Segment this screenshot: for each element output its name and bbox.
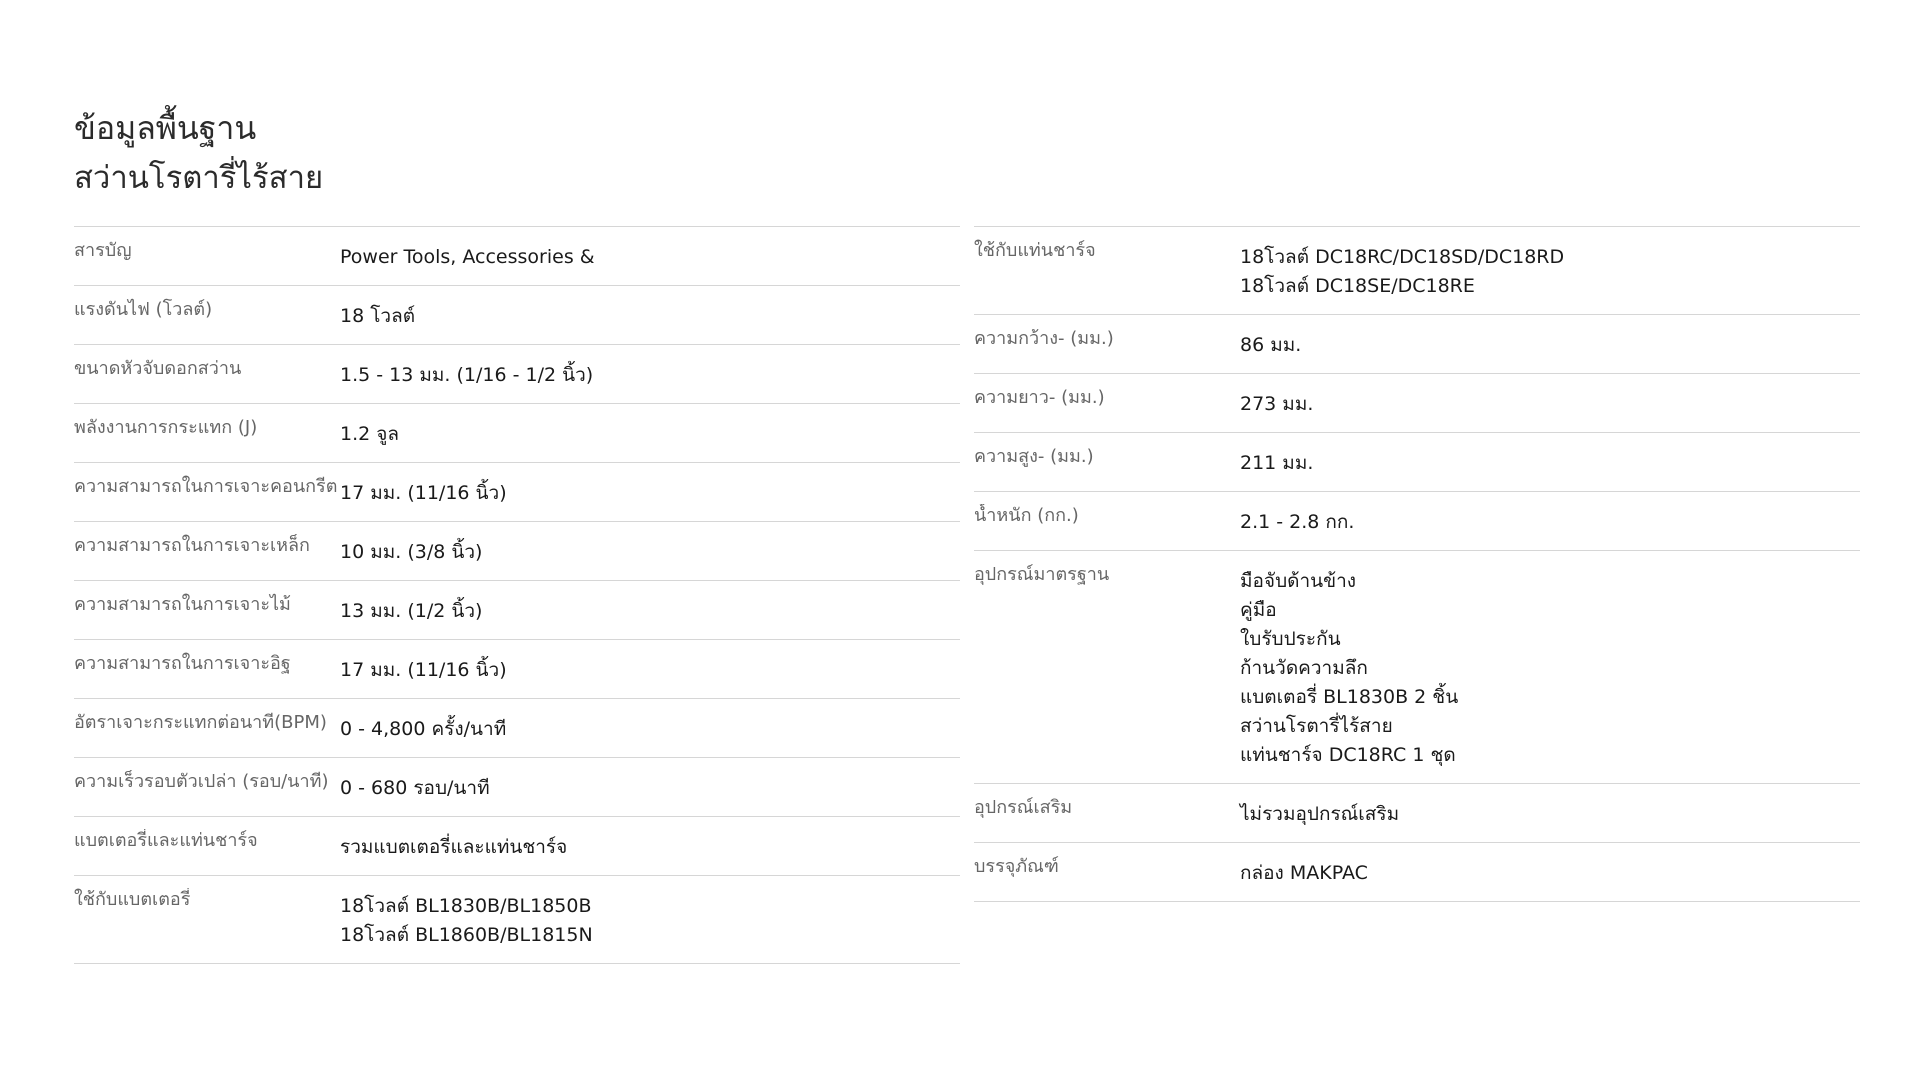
- spec-label: สารบัญ: [74, 240, 132, 261]
- spec-values: [1240, 386, 1860, 419]
- spec-label: ใช้กับแบตเตอรี่: [74, 889, 191, 910]
- spec-value: 13 มม. (1/2 นิ้ว): [340, 600, 483, 622]
- spec-label: ความสามารถในการเจาะไม้: [74, 594, 291, 615]
- spec-values: [1240, 796, 1860, 829]
- spec-values: [340, 475, 960, 508]
- spec-label: น้ำหนัก (กก.): [974, 505, 1079, 526]
- spec-row: [974, 315, 1860, 374]
- spec-values: [340, 652, 960, 685]
- spec-value: 1.5 - 13 มม. (1/16 - 1/2 นิ้ว): [340, 364, 594, 386]
- spec-value: 1.2 จูล: [340, 423, 400, 445]
- spec-page: [74, 108, 1860, 946]
- spec-row: [974, 374, 1860, 433]
- spec-values: [340, 888, 960, 950]
- spec-values: [340, 711, 960, 744]
- spec-value: 17 มม. (11/16 นิ้ว): [340, 659, 507, 681]
- spec-row: [74, 640, 960, 699]
- spec-table-right: [974, 226, 1860, 902]
- spec-label: อุปกรณ์มาตรฐาน: [974, 564, 1110, 585]
- spec-label: ขนาดหัวจับดอกสว่าน: [74, 358, 242, 379]
- spec-row: [74, 699, 960, 758]
- spec-values: [340, 416, 960, 449]
- spec-label: บรรจุภัณฑ์: [974, 856, 1059, 877]
- spec-values: [1240, 445, 1860, 478]
- spec-table-left: [74, 226, 960, 964]
- spec-label: พลังงานการกระแทก (J): [74, 417, 258, 438]
- spec-label: อุปกรณ์เสริม: [974, 797, 1073, 818]
- spec-values: [340, 829, 960, 862]
- spec-value: 17 มม. (11/16 นิ้ว): [340, 482, 507, 504]
- spec-values: [340, 770, 960, 803]
- spec-label: แรงดันไฟ (โวลต์): [74, 299, 213, 320]
- spec-label: ความสามารถในการเจาะคอนกรีต: [74, 476, 338, 497]
- spec-value: ไม่รวมอุปกรณ์เสริม: [1240, 803, 1400, 825]
- spec-row: [74, 522, 960, 581]
- spec-label: ความเร็วรอบตัวเปล่า (รอบ/นาที): [74, 771, 329, 792]
- spec-value: 2.1 - 2.8 กก.: [1240, 511, 1355, 533]
- spec-label: ใช้กับแท่นชาร์จ: [974, 240, 1096, 261]
- spec-value: 273 มม.: [1240, 393, 1314, 415]
- spec-row: [74, 404, 960, 463]
- spec-value: 211 มม.: [1240, 452, 1314, 474]
- page-title: ข้อมูลพื้นฐาน: [74, 109, 257, 147]
- spec-value: 86 มม.: [1240, 334, 1302, 356]
- spec-values: [1240, 563, 1860, 770]
- spec-row: [74, 345, 960, 404]
- spec-values: [1240, 504, 1860, 537]
- spec-values: [340, 534, 960, 567]
- spec-value: รวมแบตเตอรี่และแท่นชาร์จ: [340, 836, 568, 858]
- spec-row: [74, 581, 960, 640]
- spec-value: Power Tools, Accessories &: [340, 246, 595, 268]
- spec-value: 18โวลต์ DC18SE/DC18RE: [1240, 275, 1475, 297]
- spec-values: [340, 357, 960, 390]
- spec-value: 18โวลต์ BL1860B/BL1815N: [340, 924, 593, 946]
- spec-values: [340, 298, 960, 331]
- spec-values: [1240, 239, 1860, 301]
- spec-values: [340, 593, 960, 626]
- spec-value: 0 - 680 รอบ/นาที: [340, 777, 490, 799]
- spec-row: [74, 758, 960, 817]
- spec-row: [974, 492, 1860, 551]
- spec-row: [74, 817, 960, 876]
- spec-row: [974, 433, 1860, 492]
- spec-label: ความสามารถในการเจาะอิฐ: [74, 653, 291, 674]
- spec-row: [974, 227, 1860, 315]
- spec-value: 10 มม. (3/8 นิ้ว): [340, 541, 483, 563]
- spec-row: [74, 876, 960, 964]
- spec-values: [1240, 855, 1860, 888]
- product-name: สว่านโรตารี่ไร้สาย: [74, 160, 324, 196]
- spec-label: ความสูง- (มม.): [974, 446, 1094, 467]
- spec-value: ก้านวัดความลึก: [1240, 657, 1368, 679]
- spec-value: 0 - 4,800 ครั้ง/นาที: [340, 718, 507, 740]
- spec-label: ความสามารถในการเจาะเหล็ก: [74, 535, 310, 556]
- spec-label: ความกว้าง- (มม.): [974, 328, 1114, 349]
- spec-label: ความยาว- (มม.): [974, 387, 1105, 408]
- spec-value: สว่านโรตารี่ไร้สาย: [1240, 715, 1393, 737]
- spec-row: [74, 463, 960, 522]
- spec-value: กล่อง MAKPAC: [1240, 862, 1368, 884]
- spec-values: [1240, 327, 1860, 360]
- spec-value: แท่นชาร์จ DC18RC 1 ชุด: [1240, 744, 1456, 766]
- spec-value: 18โวลต์ DC18RC/DC18SD/DC18RD: [1240, 246, 1565, 268]
- spec-value: 18 โวลต์: [340, 305, 416, 327]
- spec-value: มือจับด้านข้าง: [1240, 570, 1357, 592]
- spec-value: คู่มือ: [1240, 599, 1277, 621]
- spec-row: [974, 784, 1860, 843]
- spec-values: [340, 239, 960, 272]
- spec-label: แบตเตอรี่และแท่นชาร์จ: [74, 830, 258, 851]
- spec-label: อัตราเจาะกระแทกต่อนาที(BPM): [74, 712, 327, 733]
- spec-row: [974, 843, 1860, 902]
- spec-row: [974, 551, 1860, 784]
- spec-row: [74, 286, 960, 345]
- spec-row: [74, 227, 960, 286]
- spec-value: ใบรับประกัน: [1240, 628, 1341, 650]
- spec-value: แบตเตอรี่ BL1830B 2 ชิ้น: [1240, 686, 1459, 708]
- spec-value: 18โวลต์ BL1830B/BL1850B: [340, 895, 592, 917]
